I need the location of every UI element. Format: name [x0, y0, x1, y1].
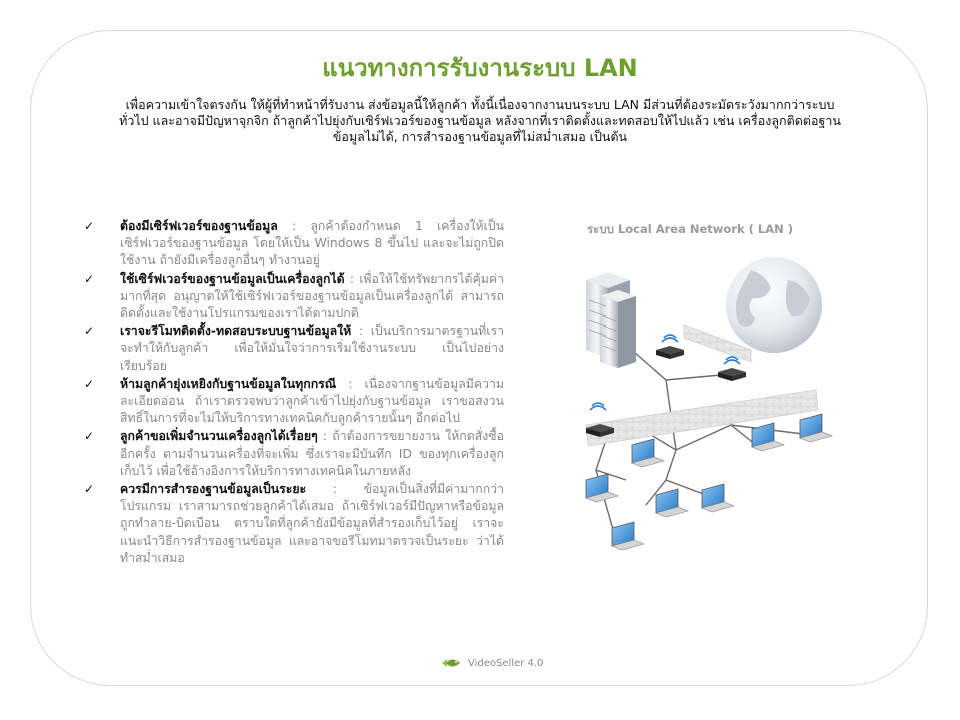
rule-separator: :	[277, 219, 311, 233]
laptop-icon	[800, 414, 832, 442]
list-item	[84, 323, 504, 375]
rule-text: เป็นบริการมาตรฐานที่เราจะทำให้กับลูกค้า เพื่อให้มั่นใจว่าการเริ่มใช้งานระบบ เป็นไปอย่างเรียบร้อย	[120, 324, 504, 373]
check-icon: ✓	[84, 324, 95, 339]
lan-network-diagram	[556, 250, 846, 600]
rule-separator: :	[344, 271, 360, 286]
diagram-caption: ระบบ Local Area Network ( LAN )	[587, 222, 793, 236]
rule-heading: เราจะรีโมทติดตั้ง-ทดสอบระบบฐานข้อมูลให้	[120, 324, 352, 339]
list-item	[84, 481, 504, 567]
fish-logo-icon	[442, 657, 462, 669]
router-icon	[586, 403, 614, 437]
rules-list	[84, 218, 504, 568]
laptop-icon	[702, 484, 734, 512]
check-icon: ✓	[84, 429, 95, 444]
rule-text: เนื่องจากฐานข้อมูลมีความละเอียดอ่อน ถ้าเราตรวจพบว่าลูกค้าเข้าไปยุ่งกับฐานข้อมูล เราขอสงวนสิทธิ์ในการที่จะไม่ให้บริการทางเทคนิคกับลูกค้ารายนั้นๆ อีกต่อไป	[120, 376, 504, 426]
rule-separator: :	[317, 429, 333, 444]
rule-separator: :	[306, 482, 364, 497]
list-item	[84, 271, 504, 323]
list-item	[84, 218, 504, 270]
server-icon	[586, 272, 636, 368]
rule-text: ถ้าต้องการขยายงาน ให้กดสั่งซื้ออีกครั้ง ตามจำนวนเครื่องที่จะเพิ่ม ซึ่งเราจะมีบันทึก ID ของทุกเครื่องลูกเก็บไว้ เพื่อใช้อ้างอิงการให้บริการทางเทคนิคในภายหลัง	[120, 429, 504, 478]
globe-icon	[726, 257, 822, 353]
router-icon	[656, 335, 684, 359]
check-icon: ✓	[84, 271, 95, 286]
page-title: แนวทางการรับงานระบบ LAN	[322, 54, 638, 82]
rule-heading: ใช้เซิร์ฟเวอร์ของฐานข้อมูลเป็นเครื่องลูกได้	[120, 271, 345, 286]
laptop-icon	[586, 474, 618, 502]
router-icon	[718, 357, 746, 381]
rule-heading: ลูกค้าขอเพิ่มจำนวนเครื่องลูกได้เรื่อยๆ	[120, 429, 318, 444]
laptop-icon	[656, 489, 688, 517]
intro-paragraph: เพื่อความเข้าใจตรงกัน ให้ผู้ที่ทำหน้าที่รับงาน ส่งข้อมูลนี้ให้ลูกค้า ทั้งนี้เนื่องจากงานบนระบบ LAN มีส่วนที่ต้องระมัดระวังมากกว่าระบบทั่วไป และอาจมีปัญหาจุกจิก ถ้าลูกค้าไปยุ่งกับเซิร์ฟเวอร์ของฐานข้อมูล หลังจากที่เราติดตั้งและทดสอบให้ไปแล้ว เช่น เครื่องลูกติดต่อฐานข้อมูลไม่ได้, การสำรองฐานข้อมูลที่ไม่สม่ำเสมอ เป็นต้น	[119, 97, 841, 144]
list-item	[84, 376, 504, 428]
check-icon: ✓	[84, 482, 95, 497]
check-icon: ✓	[84, 219, 95, 233]
network-cables	[596, 345, 811, 540]
list-item	[84, 428, 504, 480]
laptop-icon	[612, 522, 644, 550]
rule-separator: :	[336, 376, 365, 391]
rule-heading: ควรมีการสำรองฐานข้อมูลเป็นระยะ	[120, 482, 307, 497]
rule-heading: ห้ามลูกค้ายุ่งเหยิงกับฐานข้อมูลในทุกกรณี	[120, 376, 337, 391]
rule-separator: :	[351, 324, 371, 339]
rule-heading: ต้องมีเซิร์ฟเวอร์ของฐานข้อมูล	[120, 219, 278, 233]
rule-text: ข้อมูลเป็นสิ่งที่มีค่ามากกว่าโปรแกรม เราสามารถช่วยลูกค้าได้เสมอ ถ้าเซิร์ฟเวอร์มีปัญหาหรือข้อมูลถูกทำลาย-บิดเบือน ตราบใดที่ลูกค้ายังมีข้อมูลที่สำรองเก็บไว้อยู่ เราจะแนะนำวิธีการสำรองฐานข้อมูล และอาจขอรีโมทมาตรวจเป็นระยะ ว่าได้ทำสม่ำเสมอ	[120, 482, 504, 565]
laptop-icon	[752, 423, 784, 451]
rule-text: ลูกค้าต้องกำหนด 1 เครื่องให้เป็นเซิร์ฟเวอร์ของฐานข้อมูล โดยให้เป็น Windows 8 ขึ้นไป และจะไม่ถูกปิดใช้งาน ถ้ายังมีเครื่องลูกอื่นๆ ทำงานอยู่	[120, 219, 504, 268]
videoseller-logo	[442, 655, 543, 671]
logo-text: VideoSeller 4.0	[468, 657, 544, 669]
laptop-icon	[632, 439, 664, 467]
rule-text: เพื่อให้ใช้ทรัพยากรได้คุ้มค่ามากที่สุด อนุญาตให้ใช้เซิร์ฟเวอร์ของฐานข้อมูลเป็นเครื่องลูกได้ สามารถติดตั้งและใช้งานโปรแกรมของเราได้ตามปกติ	[120, 271, 504, 321]
check-icon: ✓	[84, 376, 95, 391]
